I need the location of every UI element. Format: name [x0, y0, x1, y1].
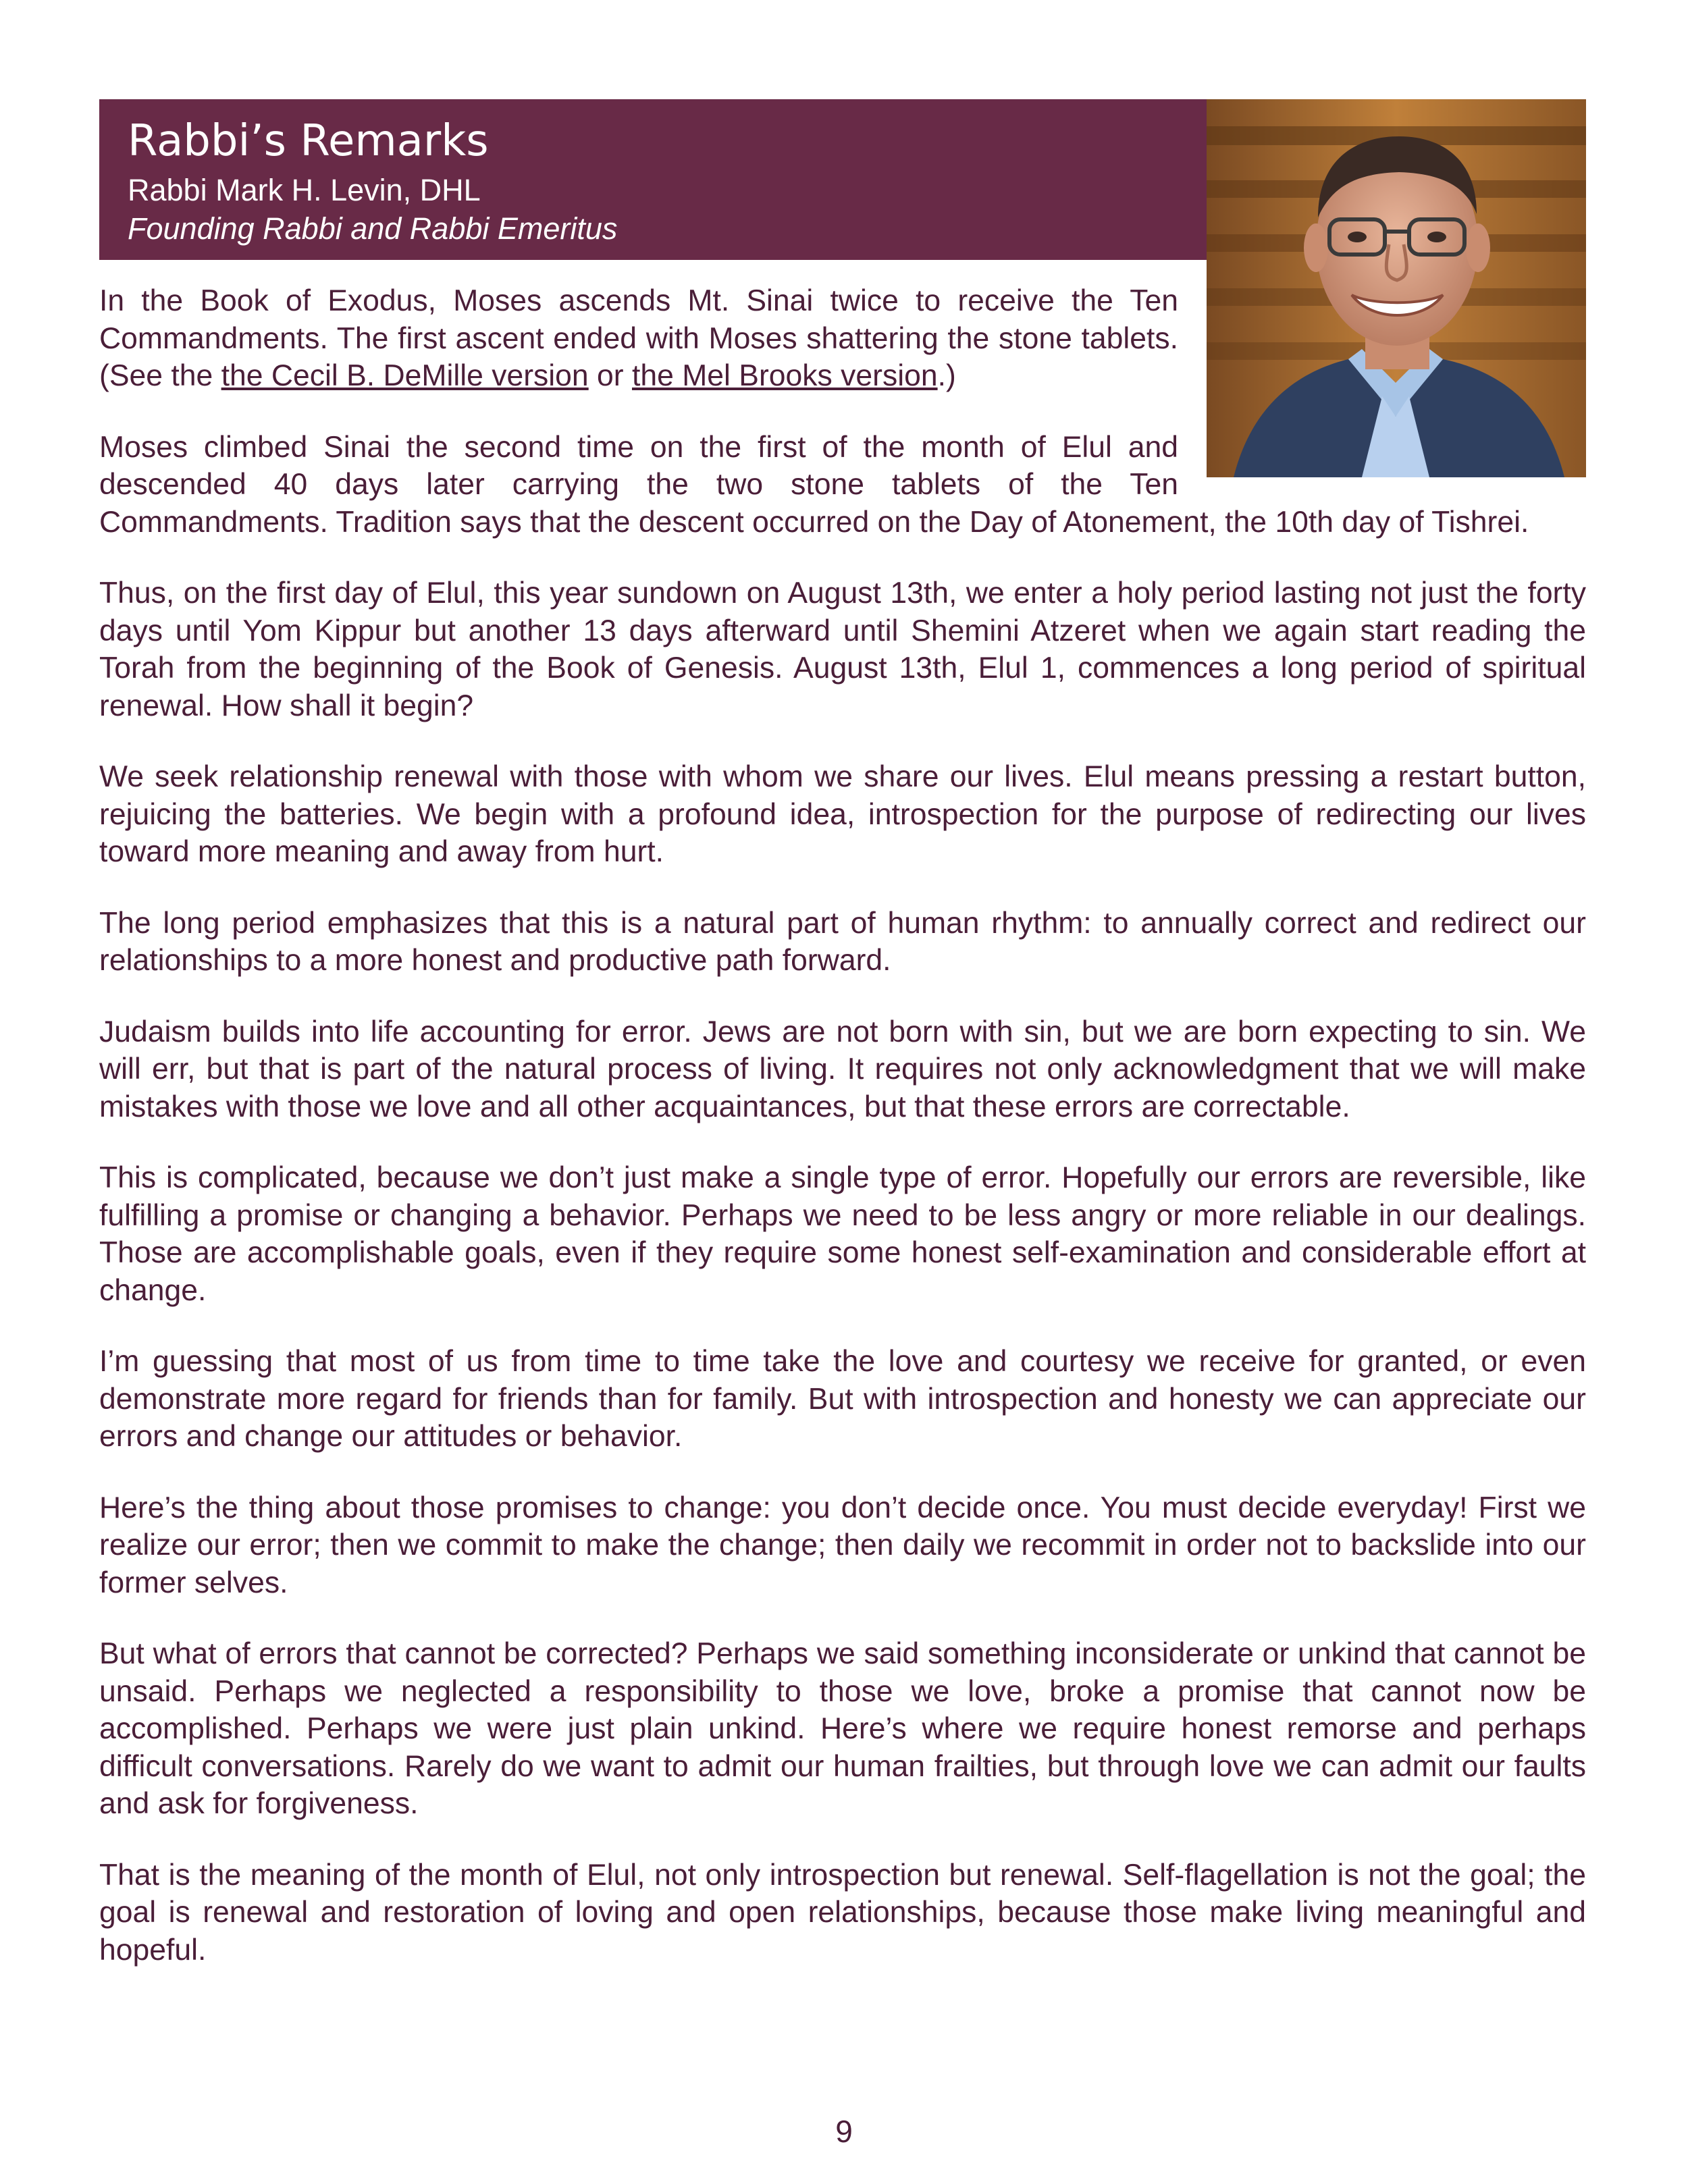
paragraph-error: Judaism builds into life accounting for error. Jews are not born with sin, but we are born expecting to sin. We will err, but that is part of the natural process of living. It requires not only acknowledgment that we will make mistakes with those we love and all other acquaintances, but that these errors are correctable. — [99, 1015, 1586, 1123]
mel-brooks-link[interactable]: the Mel Brooks version — [631, 359, 938, 392]
paragraph-text: or — [588, 359, 632, 392]
page-number: 9 — [835, 2114, 853, 2149]
paragraph-uncorrectable: But what of errors that cannot be corrected? Perhaps we said something inconsiderate or unkind that cannot be unsaid. Perhaps we neglected a responsibility to those we love, broke a promise that cannot now be accomplished. Perhaps we were just plain unkind. Here’s where we require honest remorse and perhaps difficult conversations. Rarely do we want to admit our human frailties, but through love we can admit our faults and ask for forgiveness. — [99, 1637, 1586, 1820]
demille-link[interactable]: the Cecil B. DeMille version — [221, 359, 589, 392]
paragraph-renewal: We seek relationship renewal with those with whom we share our lives. Elul means pressing a restart button, rejuicing the batteries. We begin with a profound idea, introspection for the purpose of redirecting our lives toward more meaning and away from hurt. — [99, 760, 1586, 868]
paragraph-rhythm: The long period emphasizes that this is a natural part of human rhythm: to annually correct and redirect our relationships to a more honest and productive path forward. — [99, 906, 1586, 977]
article-body — [99, 282, 1586, 2002]
paragraph-granted: I’m guessing that most of us from time to time take the love and courtesy we receive for granted, or even demonstrate more regard for friends than for family. But with introspection and honesty we can appreciate our errors and change our attitudes or behavior. — [99, 1345, 1586, 1453]
paragraph-complicated: This is complicated, because we don’t just make a single type of error. Hopefully our errors are reversible, like fulfilling a promise or changing a behavior. Perhaps we need to be less angry or more reliable in our dealings. Those are accomplishable goals, even if they require some honest self-examination and considerable effort at change. — [99, 1161, 1586, 1307]
paragraph-elul-begins: Thus, on the first day of Elul, this year sundown on August 13th, we enter a holy period lasting not just the forty days until Yom Kippur but another 13 days afterward until Shemini Atzeret when we again start reading the Torah from the beginning of the Book of Genesis. August 13th, Elul 1, commences a long period of spiritual renewal. How shall it begin? — [99, 577, 1586, 722]
header-band — [99, 99, 1207, 260]
paragraph-meaning: That is the meaning of the month of Elul, not only introspection but renewal. Self-flagellation is not the goal; the goal is renewal and restoration of loving and open relationships, because those make living meaningful and hopeful. — [99, 1858, 1586, 1967]
portrait-wrap-spacer — [1178, 282, 1586, 478]
section-title: Rabbi’s Remarks — [128, 116, 489, 166]
paragraph-promises: Here’s the thing about those promises to change: you don’t decide once. You must decide everyday! First we realize our error; then we commit to make the change; then daily we recommit in order not to backslide into our former selves. — [99, 1491, 1586, 1599]
author-name: Rabbi Mark H. Levin, DHL — [128, 173, 481, 207]
paragraph-text: .) — [937, 359, 956, 392]
author-role: Founding Rabbi and Rabbi Emeritus — [128, 211, 618, 246]
paragraph-text: In the Book of Exodus, Moses ascends Mt. Sinai twice to receive the Ten Commandments. The first ascent ended with Moses shattering the stone tablets. (See the — [99, 284, 1178, 392]
paragraph-sinai: Moses climbed Sinai the second time on the first of the month of Elul and descended 40 days later carrying the two stone tablets of the Ten Commandments. Tradition says that the descent occurred on the Day of Atonement, the 10th day of Tishrei. — [99, 430, 1529, 539]
